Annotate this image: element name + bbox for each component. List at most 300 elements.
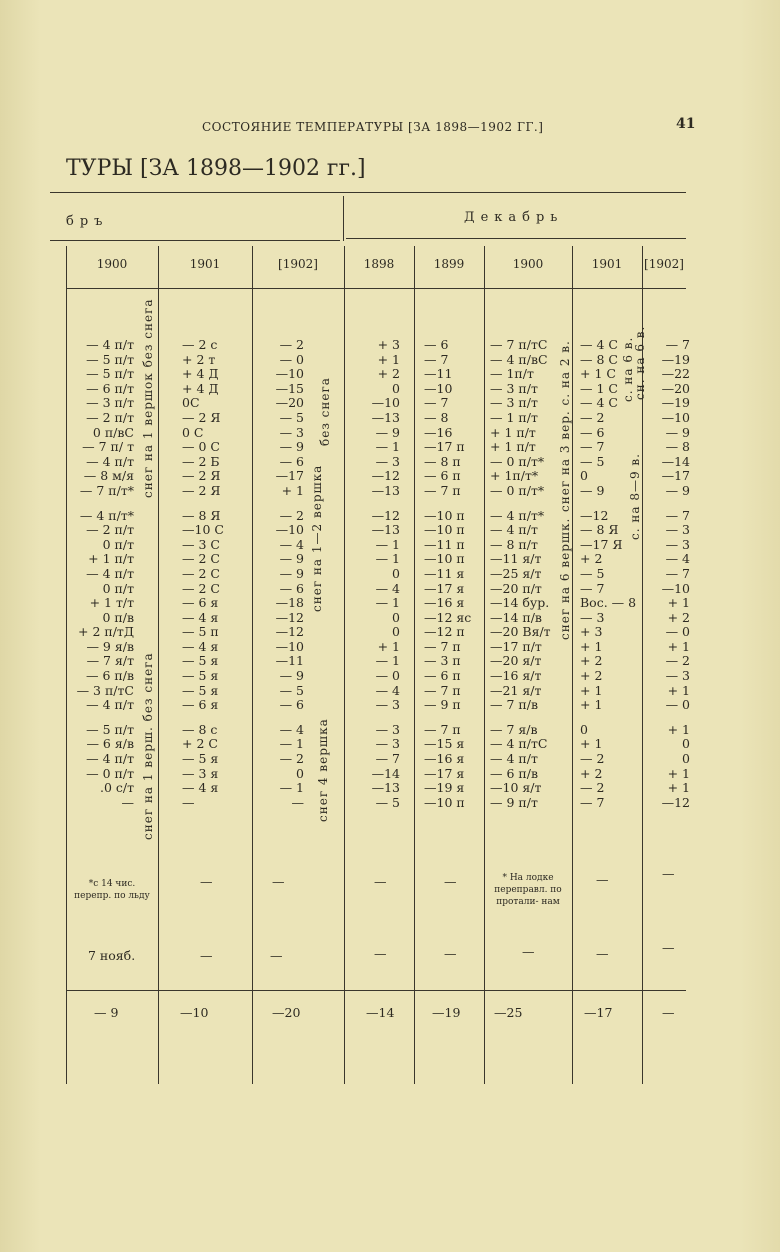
table-cell: — 1 bbox=[375, 595, 400, 611]
table-cell: — 2 с bbox=[182, 337, 218, 352]
year-header: 1901 bbox=[189, 257, 221, 271]
table-cell: — 4 п/т bbox=[86, 697, 134, 713]
table-cell: — 5 bbox=[580, 565, 605, 581]
table-cell: — 0 bbox=[665, 697, 690, 713]
table-cell: —10 bbox=[371, 395, 400, 411]
page-number: 41 bbox=[676, 116, 696, 132]
table-cell: .0 с/т bbox=[99, 780, 134, 796]
table-cell: —14 bbox=[371, 765, 400, 781]
table-cell: —10 bbox=[424, 380, 453, 396]
table-cell: — 9 bbox=[375, 424, 400, 440]
table-cell: + 1 bbox=[667, 780, 690, 796]
table-cell: 0 bbox=[392, 624, 400, 640]
table-cell: —25 я/т bbox=[490, 565, 542, 581]
month-november: бръ bbox=[66, 214, 109, 229]
table-cell: —19 bbox=[661, 395, 690, 411]
table-cell: — 3 bbox=[375, 697, 400, 713]
table-cell: — bbox=[182, 794, 195, 810]
table-cell: — 7 п/в bbox=[490, 697, 538, 713]
empty-cell: — bbox=[200, 874, 213, 889]
table-cell: + 1 bbox=[281, 482, 304, 498]
table-cell: Вос. — 8 bbox=[580, 595, 637, 611]
table-cell: — 9 bbox=[279, 565, 304, 581]
table-cell: —14 bbox=[661, 453, 690, 469]
table-cell: — 9 bbox=[665, 482, 690, 498]
table-cell: —15 я bbox=[424, 736, 465, 752]
total-value: —17 bbox=[584, 1005, 613, 1020]
table-cell: — 2 Я bbox=[182, 482, 221, 498]
table-cell: — 1 п/т bbox=[490, 409, 538, 425]
table-cell: — 4 п/т* bbox=[490, 507, 545, 523]
table-cell: —13 bbox=[371, 780, 400, 796]
year-header: [1902] bbox=[278, 257, 318, 271]
empty-cell: — bbox=[662, 866, 675, 881]
table-cell: — 4 п/тС bbox=[490, 736, 548, 752]
table-cell: — 4 bbox=[375, 682, 400, 698]
table-cell: — 3 п/т bbox=[86, 395, 134, 411]
table-cell: — 2 С bbox=[182, 551, 220, 567]
table-cell: —11 bbox=[275, 653, 304, 669]
table-cell: —10 bbox=[275, 638, 304, 654]
column-1902-nov bbox=[262, 338, 304, 810]
table-cell: — 7 bbox=[580, 580, 605, 596]
vertical-note: снег 4 вершка bbox=[316, 718, 330, 822]
table-cell: + 4 Д bbox=[182, 380, 219, 396]
table-cell: — 8 Я bbox=[580, 522, 619, 538]
table-cell: — 2 Б bbox=[182, 453, 220, 469]
col-rule bbox=[158, 246, 159, 1084]
column-1902-dec bbox=[656, 338, 690, 810]
table-cell: — 3 bbox=[279, 424, 304, 440]
table-cell: + 1 bbox=[667, 595, 690, 611]
table-cell: —12 яс bbox=[424, 609, 472, 625]
table-cell: — 5 bbox=[375, 794, 400, 810]
year-header: 1900 bbox=[512, 257, 544, 271]
table-cell: — 2 bbox=[279, 507, 304, 523]
footnote-right: * На лодке переправл. по протали- нам bbox=[494, 873, 562, 907]
table-cell: —12 bbox=[371, 507, 400, 523]
table-cell: 0 п/т bbox=[102, 536, 134, 552]
table-cell: + 1 п/т bbox=[490, 424, 536, 440]
empty-cell: — bbox=[270, 948, 283, 963]
table-cell: — 7 п/ т bbox=[82, 439, 134, 455]
total-value: —20 bbox=[272, 1005, 301, 1020]
table-cell: —19 bbox=[661, 351, 690, 367]
table-cell: — 7 bbox=[580, 439, 605, 455]
table-cell: —11 bbox=[424, 366, 453, 382]
table-cell: — 7 п/т* bbox=[79, 482, 134, 498]
table-cell: —16 я/т bbox=[490, 668, 542, 684]
empty-cell: — bbox=[444, 874, 457, 889]
table-cell: —12 п bbox=[424, 624, 465, 640]
table-cell: — 7 я/в bbox=[490, 721, 538, 737]
empty-cell: — bbox=[200, 948, 213, 963]
table-cell: + 1 bbox=[667, 765, 690, 781]
table-cell: — 2 bbox=[279, 751, 304, 767]
table-cell: —20 п/т bbox=[490, 580, 542, 596]
table-cell: — 7 bbox=[580, 794, 605, 810]
month-december: Декабрь bbox=[464, 210, 564, 225]
table-cell: — 5 п/т bbox=[86, 351, 134, 367]
table-cell: —19 я bbox=[424, 780, 465, 796]
table-cell: — 8 bbox=[665, 439, 690, 455]
table-cell: — 4 bbox=[375, 580, 400, 596]
empty-cell: — bbox=[444, 946, 457, 961]
total-value: —25 bbox=[494, 1005, 523, 1020]
table-cell: + 1 п/т bbox=[88, 551, 134, 567]
table-cell: 0 bbox=[682, 751, 690, 767]
table-cell: + 1 bbox=[580, 638, 603, 654]
table-cell: + 2 bbox=[667, 609, 690, 625]
table-cell: — 3 п/тС bbox=[76, 682, 134, 698]
table-cell: — 2 bbox=[580, 751, 605, 767]
table-cell: —17 я bbox=[424, 580, 465, 596]
table-cell: — 2 С bbox=[182, 565, 220, 581]
table-cell: —14 бур. bbox=[490, 595, 550, 611]
table-cell: — 3 bbox=[665, 536, 690, 552]
table-cell: — 3 п/т bbox=[490, 395, 538, 411]
table-cell: —13 bbox=[371, 482, 400, 498]
table-cell: — 3 С bbox=[182, 536, 220, 552]
table-cell: 0 bbox=[392, 609, 400, 625]
table-cell: — 2 Я bbox=[182, 409, 221, 425]
table-cell: — 0 п/т* bbox=[490, 453, 545, 469]
table-cell: — 6 bbox=[580, 424, 605, 440]
table-cell: — 9 bbox=[279, 551, 304, 567]
table-cell: 0 bbox=[296, 765, 304, 781]
empty-cell: — bbox=[596, 946, 609, 961]
table-cell: —10 bbox=[661, 409, 690, 425]
table-cell: — 8 Я bbox=[182, 507, 221, 523]
table-cell: — 4 п/т bbox=[86, 337, 134, 352]
vertical-note: с. на 8—9 в. bbox=[628, 453, 642, 540]
table-cell: — bbox=[291, 794, 304, 810]
table-cell: + 1 bbox=[667, 721, 690, 737]
table-cell: —17 Я bbox=[580, 536, 623, 552]
table-cell: — 6 п bbox=[424, 468, 461, 484]
table-cell: —10 п bbox=[424, 551, 465, 567]
empty-cell: — bbox=[662, 940, 675, 955]
table-cell: —12 bbox=[275, 609, 304, 625]
table-cell: — 7 bbox=[424, 351, 449, 367]
table-cell: — 4 я bbox=[182, 609, 219, 625]
table-cell: 0 п/т bbox=[102, 580, 134, 596]
year-header: 1899 bbox=[433, 257, 465, 271]
table-cell: — 8 bbox=[424, 409, 449, 425]
table-cell: + 3 bbox=[377, 337, 400, 352]
table-cell: — 7 п/тС bbox=[490, 337, 548, 352]
table-cell: + 2 bbox=[580, 653, 603, 669]
table-cell: — 4 п/т bbox=[86, 565, 134, 581]
table-cell: —21 я/т bbox=[490, 682, 542, 698]
total-value: —10 bbox=[180, 1005, 209, 1020]
table-cell: — 8 С bbox=[580, 351, 618, 367]
table-cell: —16 я bbox=[424, 595, 465, 611]
empty-cell: — bbox=[374, 946, 387, 961]
table-cell: — 5 я bbox=[182, 653, 219, 669]
vertical-note: сн. на 6 в. bbox=[633, 325, 647, 400]
table-cell: + 1 bbox=[377, 638, 400, 654]
table-cell: —17 п/т bbox=[490, 638, 542, 654]
running-head: СОСТОЯНИЕ ТЕМПЕРАТУРЫ [ЗА 1898—1902 ГГ.] bbox=[202, 120, 544, 134]
table-cell: + 2 п/тД bbox=[78, 624, 134, 640]
rule bbox=[50, 240, 340, 241]
table-cell: — 2 п/т bbox=[86, 409, 134, 425]
year-header: 1898 bbox=[363, 257, 395, 271]
table-cell: + 1 bbox=[580, 682, 603, 698]
table-cell: —10 bbox=[275, 366, 304, 382]
table-cell: — 3 я bbox=[182, 765, 219, 781]
table-cell: 0 bbox=[580, 721, 588, 737]
table-cell: — 3 bbox=[375, 736, 400, 752]
table-cell: —11 я/т bbox=[490, 551, 542, 567]
rule bbox=[343, 196, 344, 241]
table-cell: — 1 bbox=[279, 780, 304, 796]
table-cell: — 1 С bbox=[580, 380, 618, 396]
page-title: ТУРЫ [ЗА 1898—1902 гг.] bbox=[66, 156, 366, 181]
table-cell: —17 п bbox=[424, 439, 465, 455]
table-cell: — 5 bbox=[279, 409, 304, 425]
table-cell: — 8 п bbox=[424, 453, 461, 469]
table-cell: + 1п/т* bbox=[490, 468, 539, 484]
table-cell: — 0 bbox=[375, 668, 400, 684]
table-cell: — 5 я bbox=[182, 751, 219, 767]
table-cell: — 1 bbox=[375, 551, 400, 567]
column-1900-dec bbox=[490, 338, 560, 810]
table-cell: + 1 bbox=[667, 638, 690, 654]
table-cell: — 3 п/т bbox=[490, 380, 538, 396]
table-cell: — 0 bbox=[665, 624, 690, 640]
table-cell: 0 bbox=[682, 736, 690, 752]
table-cell: — 8 п/т bbox=[490, 536, 538, 552]
table-cell: — 6 п/в bbox=[86, 668, 134, 684]
table-cell: — bbox=[121, 794, 134, 810]
table-cell: 0 bbox=[392, 565, 400, 581]
table-cell: — 3 bbox=[375, 453, 400, 469]
table-cell: — 1 bbox=[375, 653, 400, 669]
table-cell: —17 bbox=[661, 468, 690, 484]
table-cell: — 4 я bbox=[182, 780, 219, 796]
table-cell: — 4 bbox=[279, 721, 304, 737]
table-cell: — 9 bbox=[665, 424, 690, 440]
col-rule bbox=[344, 246, 345, 1084]
table-cell: — 5 bbox=[580, 453, 605, 469]
rule bbox=[50, 192, 686, 193]
vertical-note: с. на 6 в. bbox=[621, 336, 635, 402]
table-cell: — 6 п/в bbox=[490, 765, 538, 781]
table-cell: — 4 п/т bbox=[490, 522, 538, 538]
table-cell: —20 bbox=[275, 395, 304, 411]
year-header: [1902] bbox=[644, 257, 684, 271]
table-cell: — 9 bbox=[580, 482, 605, 498]
column-1900-nov bbox=[74, 338, 134, 810]
table-cell: — 6 bbox=[279, 580, 304, 596]
col-rule bbox=[572, 246, 573, 1084]
table-cell: — 2 bbox=[580, 780, 605, 796]
table-cell: — 7 п bbox=[424, 638, 461, 654]
year-header: 1900 bbox=[96, 257, 128, 271]
table-cell: — 8 м/я bbox=[83, 468, 134, 484]
table-cell: + 3 bbox=[580, 624, 603, 640]
rule bbox=[66, 288, 686, 289]
table-cell: — 7 bbox=[375, 751, 400, 767]
empty-cell: — bbox=[522, 944, 535, 959]
total-value: — 9 bbox=[94, 1005, 119, 1020]
table-cell: — 0 С bbox=[182, 439, 220, 455]
table-cell: — 2 bbox=[665, 653, 690, 669]
total-value: —19 bbox=[432, 1005, 461, 1020]
table-cell: — 4 С bbox=[580, 395, 618, 411]
table-cell: —13 bbox=[371, 409, 400, 425]
table-cell: + 1 С bbox=[580, 366, 616, 382]
table-cell: + 4 Д bbox=[182, 366, 219, 382]
table-cell: — 5 п bbox=[182, 624, 219, 640]
table-cell: — 9 п bbox=[424, 697, 461, 713]
total-value: —14 bbox=[366, 1005, 395, 1020]
table-cell: — 7 bbox=[665, 337, 690, 352]
table-cell: — 5 п/т bbox=[86, 721, 134, 737]
table-cell: + 2 bbox=[580, 668, 603, 684]
table-cell: — 1 bbox=[375, 439, 400, 455]
table-cell: — 4 bbox=[279, 536, 304, 552]
table-cell: — 5 я bbox=[182, 682, 219, 698]
table-cell: —16 я bbox=[424, 751, 465, 767]
table-cell: — 6 bbox=[279, 453, 304, 469]
table-cell: —20 Вя/т bbox=[490, 624, 551, 640]
vertical-note: снег на 1 вершок без снега bbox=[141, 298, 155, 498]
table-cell: 0 bbox=[392, 380, 400, 396]
table-cell: — 6 я bbox=[182, 697, 219, 713]
table-cell: —16 bbox=[424, 424, 453, 440]
table-cell: — 6 bbox=[424, 337, 449, 352]
table-cell: — 4 п/вС bbox=[490, 351, 548, 367]
table-cell: — 4 С bbox=[580, 337, 618, 352]
table-cell: —10 п bbox=[424, 794, 465, 810]
table-cell: — 6 я/в bbox=[86, 736, 134, 752]
table-cell: — 7 п bbox=[424, 721, 461, 737]
table-cell: + 1 п/т bbox=[490, 439, 536, 455]
table-cell: —12 bbox=[661, 794, 690, 810]
table-cell: — 0 п/т bbox=[86, 765, 134, 781]
table-cell: — 1п/т bbox=[490, 366, 534, 382]
table-cell: + 2 т bbox=[182, 351, 216, 367]
empty-cell: — bbox=[596, 872, 609, 887]
table-cell: + 1 bbox=[580, 697, 603, 713]
table-cell: — 4 bbox=[665, 551, 690, 567]
table-cell: + 2 С bbox=[182, 736, 218, 752]
table-cell: — 8 с bbox=[182, 721, 218, 737]
table-cell: — 1 bbox=[375, 536, 400, 552]
table-cell: — 2 С bbox=[182, 580, 220, 596]
table-cell: — 7 п bbox=[424, 682, 461, 698]
table-cell: — 4 я bbox=[182, 638, 219, 654]
table-cell: —22 bbox=[661, 366, 690, 382]
table-cell: — 7 bbox=[665, 565, 690, 581]
table-cell: —17 bbox=[275, 468, 304, 484]
col-rule bbox=[66, 246, 67, 1084]
table-cell: 0 С bbox=[182, 424, 204, 440]
col-rule bbox=[252, 246, 253, 1084]
table-cell: — 4 п/т* bbox=[79, 507, 134, 523]
table-cell: — 9 bbox=[279, 668, 304, 684]
table-cell: —14 п/в bbox=[490, 609, 542, 625]
table-cell: — 5 bbox=[279, 682, 304, 698]
vertical-note: снег на 6 вершк. bbox=[558, 517, 572, 640]
table-cell: —10 С bbox=[182, 522, 224, 538]
table-cell: —10 п bbox=[424, 522, 465, 538]
table-cell: 0 п/вС bbox=[92, 424, 134, 440]
empty-cell: — bbox=[374, 874, 387, 889]
empty-cell: — bbox=[272, 874, 285, 889]
freeze-date: 7 нояб. bbox=[88, 948, 136, 963]
table-cell: —17 я bbox=[424, 765, 465, 781]
group-gap bbox=[580, 713, 636, 723]
col-rule bbox=[414, 246, 415, 1084]
table-cell: — 3 bbox=[665, 668, 690, 684]
table-cell: — 9 п/т bbox=[490, 794, 538, 810]
table-cell: — 9 я/в bbox=[86, 638, 134, 654]
table-cell: — 6 я bbox=[182, 595, 219, 611]
column-1899-dec bbox=[424, 338, 482, 810]
table-cell: — 3 п bbox=[424, 653, 461, 669]
table-cell: —11 я bbox=[424, 565, 465, 581]
table-cell: —20 bbox=[661, 380, 690, 396]
table-cell: 0 п/в bbox=[102, 609, 134, 625]
table-cell: — 6 п/т bbox=[86, 380, 134, 396]
table-cell: + 1 т/т bbox=[89, 595, 134, 611]
table-cell: — 5 я bbox=[182, 668, 219, 684]
year-header: 1901 bbox=[591, 257, 623, 271]
table-cell: —10 bbox=[661, 580, 690, 596]
col-rule bbox=[484, 246, 485, 1084]
table-cell: 0С bbox=[182, 395, 200, 411]
table-cell: — 7 п bbox=[424, 482, 461, 498]
table-cell: —15 bbox=[275, 380, 304, 396]
vertical-note: без снега bbox=[318, 377, 332, 446]
table-cell: — 2 bbox=[580, 409, 605, 425]
table-cell: —13 bbox=[371, 522, 400, 538]
total-value: — bbox=[662, 1005, 675, 1020]
table-cell: — 3 bbox=[375, 721, 400, 737]
table-cell: — 5 п/т bbox=[86, 366, 134, 382]
table-cell: — 9 bbox=[279, 439, 304, 455]
table-cell: — 2 п/т bbox=[86, 522, 134, 538]
footnote-left: *с 14 чис. перепр. по льду bbox=[74, 879, 150, 901]
vertical-note: снег на 1 верш. без снега bbox=[141, 652, 155, 840]
table-cell: — 4 п/т bbox=[86, 751, 134, 767]
table-cell: + 1 bbox=[667, 682, 690, 698]
table-cell: —10 я/т bbox=[490, 780, 542, 796]
column-1901-dec bbox=[580, 338, 636, 810]
vertical-note: снег на 3 вер. с. на 2 в. bbox=[558, 340, 572, 512]
table-cell: + 2 bbox=[580, 765, 603, 781]
table-cell: + 1 bbox=[580, 736, 603, 752]
table-cell: —18 bbox=[275, 595, 304, 611]
table-cell: — 7 bbox=[665, 507, 690, 523]
table-cell: —11 п bbox=[424, 536, 465, 552]
table-cell: — 2 Я bbox=[182, 468, 221, 484]
table-cell: — 0 п/т* bbox=[490, 482, 545, 498]
rule bbox=[346, 238, 686, 239]
table-cell: — 4 п/т bbox=[86, 453, 134, 469]
table-cell: — 1 bbox=[279, 736, 304, 752]
table-cell: —10 п bbox=[424, 507, 465, 523]
table-cell: — 7 bbox=[424, 395, 449, 411]
table-cell: — 4 п/т bbox=[490, 751, 538, 767]
vertical-note: снег на 1—2 вершка bbox=[310, 464, 324, 612]
table-cell: —12 bbox=[371, 468, 400, 484]
table-cell: —10 bbox=[275, 522, 304, 538]
